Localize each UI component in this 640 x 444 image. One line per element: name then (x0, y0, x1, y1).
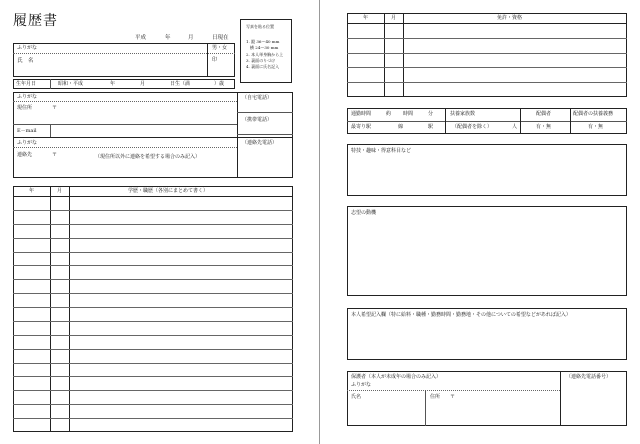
spouse-divider (570, 108, 571, 134)
birth-day: 日生（満 (170, 81, 191, 87)
support-label: 配偶者の扶養義務 (573, 111, 614, 117)
station-name: 駅 (428, 124, 434, 130)
table-row[interactable] (13, 279, 293, 293)
table-row[interactable] (13, 390, 293, 404)
birth-month: 月 (140, 81, 146, 87)
page-title: 履歴書 (13, 13, 58, 29)
address-label: 現住所 (17, 105, 33, 111)
photo-line: 2. 本人単身胸から上 (246, 52, 284, 57)
table-row[interactable] (13, 252, 293, 266)
requests-label: 本人希望記入欄（特に給料・職種・勤務時間・勤務地・その他についての希望などがあれば記入） (351, 312, 571, 318)
birth-label: 生年月日 (16, 81, 37, 87)
name-furigana-label: ふりがな (17, 45, 38, 51)
photo-line: 横 24～30 mm (246, 45, 279, 50)
contact-postal-mark: 〒 (52, 152, 58, 158)
history-col-title: 学歴・職歴（各別にまとめて書く） (128, 188, 209, 194)
table-row[interactable] (347, 38, 627, 53)
seal-mark: 印 (212, 57, 218, 63)
table-row[interactable] (347, 53, 627, 68)
commute-approx: 約 (386, 111, 392, 117)
table-row[interactable] (13, 238, 293, 252)
contact-note: （現住所以外に連絡を希望する場合のみ記入） (95, 154, 201, 160)
contact-furigana-label: ふりがな (17, 140, 38, 146)
birth-age: ）歳 (214, 81, 225, 87)
contact-phone-label: （連絡先電話） (242, 140, 278, 146)
spouse-choice[interactable]: 有・無 (536, 124, 552, 130)
furigana-divider (13, 53, 235, 54)
table-row[interactable] (13, 293, 293, 307)
license-col-year: 年 (363, 15, 369, 21)
guardian-phone-label: （連絡先電話番号） (566, 374, 612, 380)
table-row[interactable] (13, 196, 293, 210)
guardian-name-divider (425, 390, 426, 426)
table-row[interactable] (13, 418, 293, 432)
date-day: 日現在 (212, 35, 229, 41)
guardian-furigana-divider (347, 390, 560, 391)
commute-divider (445, 108, 446, 134)
name-label: 氏 名 (17, 58, 34, 64)
dependents-divider (520, 108, 521, 134)
table-row[interactable] (13, 210, 293, 224)
dependents-unit: 人 (512, 124, 518, 130)
email-top-divider (13, 124, 237, 125)
table-row[interactable] (347, 67, 627, 82)
guardian-label: 保護者（本人が未成年の場合のみ記入） (351, 374, 442, 380)
commute-minutes: 分 (428, 111, 434, 117)
photo-line: 3. 裏面のりづけ (246, 58, 276, 63)
table-row[interactable] (13, 265, 293, 279)
table-row[interactable] (13, 376, 293, 390)
address-furigana-label: ふりがな (17, 94, 38, 100)
dependents-note: （配偶者を除く） (452, 124, 493, 130)
motivation-label: 志望の動機 (351, 210, 377, 216)
phone-column-divider (237, 92, 238, 178)
table-row[interactable] (13, 363, 293, 377)
guardian-postal-mark: 〒 (450, 394, 456, 400)
page-divider (319, 0, 320, 444)
photo-line: 4. 裏面に氏名記入 (246, 64, 280, 69)
gender-choice[interactable]: 男・女 (212, 45, 228, 51)
spouse-label: 配偶者 (536, 111, 552, 117)
home-phone-label: （自宅電話） (242, 95, 273, 101)
table-row[interactable] (13, 307, 293, 321)
contact-furigana-divider (13, 147, 237, 148)
name-block (13, 43, 235, 77)
birth-label-divider (50, 79, 51, 89)
guardian-name-label: 氏名 (351, 394, 362, 400)
table-row[interactable] (13, 321, 293, 335)
commute-time-label: 通勤時間 (351, 111, 372, 117)
photo-heading: 写真を貼る位置 (246, 24, 274, 29)
commute-row-divider (347, 121, 627, 122)
history-col-year: 年 (29, 188, 35, 194)
license-col-month: 月 (391, 15, 397, 21)
table-row[interactable] (13, 224, 293, 238)
photo-line: 1. 縦 36～40 mm (246, 39, 280, 44)
birth-row (13, 79, 235, 89)
history-col-month: 月 (57, 188, 63, 194)
table-row[interactable] (347, 82, 627, 97)
guardian-address-label: 住所 (430, 394, 441, 400)
guardian-phone-divider (560, 371, 561, 426)
table-row[interactable] (13, 349, 293, 363)
hobbies-label: 特技・趣味・得意科目など (351, 148, 412, 154)
photo-area (240, 19, 292, 83)
contact-label: 連絡先 (17, 152, 33, 158)
station-line: 線 (398, 124, 404, 130)
license-col-title: 免許・資格 (497, 15, 523, 21)
email-label-divider (50, 124, 51, 137)
mobile-phone-label: （携帯電話） (242, 117, 273, 123)
address-furigana-divider (13, 101, 237, 102)
contact-top-divider (13, 137, 293, 138)
email-label: E－mail (17, 128, 37, 134)
gender-column-divider (207, 43, 208, 77)
date-month: 月 (188, 35, 194, 41)
motivation-box[interactable] (347, 206, 627, 296)
date-era: 平成 (135, 35, 147, 41)
address-postal-mark: 〒 (52, 105, 58, 111)
table-row[interactable] (13, 335, 293, 349)
table-row[interactable] (13, 404, 293, 418)
table-row[interactable] (347, 23, 627, 38)
station-label: 最寄り駅 (351, 124, 372, 130)
mobile-phone-divider (237, 134, 293, 135)
commute-hours: 時間 (403, 111, 414, 117)
support-choice[interactable]: 有・無 (588, 124, 604, 130)
home-phone-divider (237, 112, 293, 113)
date-year: 年 (165, 35, 171, 41)
birth-era: 昭和・平成 (58, 81, 84, 87)
birth-year: 年 (110, 81, 116, 87)
guardian-furigana-label: ふりがな (351, 382, 372, 388)
dependents-label: 扶養家族数 (450, 111, 476, 117)
